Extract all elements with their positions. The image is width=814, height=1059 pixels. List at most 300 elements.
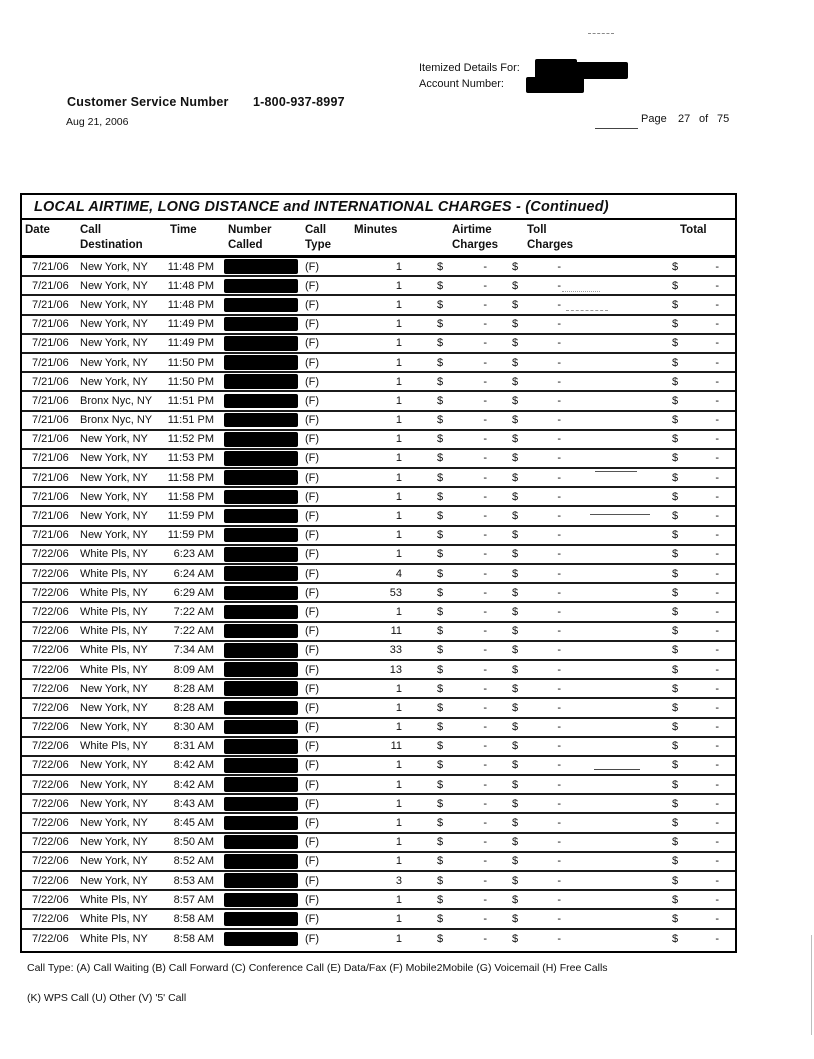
cell-minutes: 1 [395, 836, 402, 849]
table-row [22, 738, 735, 757]
total-value: - [715, 318, 719, 331]
redacted-phone-number [224, 470, 298, 485]
cell-number-called [218, 757, 302, 774]
cell-time: 8:50 AM [173, 836, 214, 849]
cell-time: 8:58 AM [173, 912, 214, 925]
cell-number-called [218, 642, 302, 659]
currency-symbol: $ [512, 855, 519, 868]
total-value: - [715, 893, 719, 906]
currency-symbol: $ [672, 375, 679, 388]
cell-destination: White Pls, NY [80, 586, 148, 599]
cell-number-called [218, 719, 302, 736]
cell-airtime-charges [402, 414, 492, 426]
currency-symbol: $ [437, 510, 444, 523]
toll-value: - [557, 701, 561, 714]
toll-value: - [557, 740, 561, 753]
cell-airtime-charges [402, 299, 492, 311]
page-label: Page [641, 113, 667, 125]
cell-toll-charges [492, 299, 568, 311]
itemized-details-label: Itemized Details For: [419, 62, 520, 74]
toll-value: - [557, 663, 561, 676]
cell-time: 11:48 PM [167, 260, 214, 273]
col-header-minutes: Minutes [354, 224, 398, 236]
toll-value: - [557, 855, 561, 868]
cell-date: 7/22/06 [32, 682, 69, 695]
table-row [22, 910, 735, 929]
table-row [22, 527, 735, 546]
total-value: - [715, 529, 719, 542]
cell-number-called [218, 469, 302, 486]
cell-number-called [218, 488, 302, 505]
airtime-value: - [483, 356, 487, 369]
currency-symbol: $ [437, 893, 444, 906]
cell-airtime-charges [402, 702, 492, 714]
redacted-phone-number [224, 528, 298, 543]
airtime-value: - [483, 260, 487, 273]
cell-call-type: (F) [305, 375, 320, 388]
cell-airtime-charges [402, 376, 492, 388]
cell-destination: Bronx Nyc, NY [80, 394, 153, 407]
cell-minutes: 1 [395, 701, 402, 714]
cell-call-type: (F) [305, 337, 320, 350]
total-value: - [715, 817, 719, 830]
cell-minutes: 1 [395, 548, 402, 561]
airtime-value: - [483, 778, 487, 791]
cell-call-type: (F) [305, 471, 320, 484]
cell-toll-charges [492, 855, 568, 867]
cell-call-type: (F) [305, 260, 320, 273]
currency-symbol: $ [437, 721, 444, 734]
cell-date: 7/22/06 [32, 701, 69, 714]
currency-symbol: $ [437, 414, 444, 427]
airtime-value: - [483, 510, 487, 523]
cell-total [665, 779, 734, 791]
cell-date: 7/22/06 [32, 721, 69, 734]
table-row [22, 546, 735, 565]
currency-symbol: $ [672, 337, 679, 350]
table-rows [22, 258, 735, 949]
redacted-phone-number [224, 912, 298, 927]
cell-call-type: (F) [305, 855, 320, 868]
cell-destination: New York, NY [80, 490, 148, 503]
cell-total [665, 395, 734, 407]
cell-date: 7/21/06 [32, 471, 69, 484]
toll-value: - [557, 912, 561, 925]
currency-symbol: $ [437, 778, 444, 791]
cell-date: 7/21/06 [32, 279, 69, 292]
table-row [22, 719, 735, 738]
cell-toll-charges [492, 433, 568, 445]
total-value: - [715, 759, 719, 772]
cell-time: 8:28 AM [173, 682, 214, 695]
customer-service-number: 1-800-937-8997 [253, 95, 345, 109]
cell-minutes: 33 [389, 644, 402, 657]
cell-airtime-charges [402, 280, 492, 292]
airtime-value: - [483, 471, 487, 484]
cell-toll-charges [492, 452, 568, 464]
currency-symbol: $ [437, 279, 444, 292]
table-row [22, 431, 735, 450]
charges-table [20, 193, 737, 953]
table-row [22, 412, 735, 431]
cell-destination: New York, NY [80, 701, 148, 714]
cell-airtime-charges [402, 855, 492, 867]
cell-airtime-charges [402, 587, 492, 599]
cell-total [665, 568, 734, 580]
currency-symbol: $ [512, 279, 519, 292]
customer-service-label: Customer Service Number [67, 95, 229, 109]
cell-number-called [218, 795, 302, 812]
cell-minutes: 1 [395, 682, 402, 695]
page-number: 27 [678, 113, 691, 125]
currency-symbol: $ [437, 605, 444, 618]
table-row [22, 335, 735, 354]
cell-destination: New York, NY [80, 433, 148, 446]
cell-toll-charges [492, 395, 568, 407]
cell-total [665, 855, 734, 867]
cell-total [665, 894, 734, 906]
currency-symbol: $ [512, 260, 519, 273]
cell-airtime-charges [402, 644, 492, 656]
col-header-airtime-charges: Airtime Charges [452, 224, 499, 252]
cell-call-type: (F) [305, 586, 320, 599]
airtime-value: - [483, 644, 487, 657]
redacted-phone-number [224, 451, 298, 466]
cell-total [665, 721, 734, 733]
total-value: - [715, 279, 719, 292]
cell-call-type: (F) [305, 414, 320, 427]
total-value: - [715, 778, 719, 791]
currency-symbol: $ [512, 490, 519, 503]
currency-symbol: $ [672, 318, 679, 331]
airtime-value: - [483, 740, 487, 753]
cell-toll-charges [492, 280, 568, 292]
table-row [22, 373, 735, 392]
cell-destination: New York, NY [80, 279, 148, 292]
total-value: - [715, 567, 719, 580]
cell-destination: New York, NY [80, 721, 148, 734]
redacted-phone-number [224, 394, 298, 409]
cell-total [665, 875, 734, 887]
cell-minutes: 13 [389, 663, 402, 676]
cell-date: 7/22/06 [32, 605, 69, 618]
currency-symbol: $ [437, 356, 444, 369]
cell-total [665, 606, 734, 618]
cell-date: 7/22/06 [32, 663, 69, 676]
airtime-value: - [483, 279, 487, 292]
cell-minutes: 1 [395, 414, 402, 427]
cell-total [665, 702, 734, 714]
total-pages: 75 [717, 113, 730, 125]
table-header-row [22, 220, 735, 258]
currency-symbol: $ [512, 356, 519, 369]
currency-symbol: $ [672, 778, 679, 791]
redacted-phone-number [224, 259, 298, 274]
col-header-total: Total [680, 224, 707, 236]
scan-artifact [811, 935, 812, 1035]
cell-date: 7/21/06 [32, 375, 69, 388]
cell-toll-charges [492, 548, 568, 560]
currency-symbol: $ [512, 644, 519, 657]
cell-date: 7/21/06 [32, 414, 69, 427]
table-row [22, 316, 735, 335]
cell-minutes: 1 [395, 893, 402, 906]
table-row [22, 776, 735, 795]
airtime-value: - [483, 548, 487, 561]
currency-symbol: $ [512, 701, 519, 714]
toll-value: - [557, 586, 561, 599]
col-header-call-type: Call Type [305, 224, 331, 252]
currency-symbol: $ [672, 433, 679, 446]
cell-airtime-charges [402, 357, 492, 369]
cell-airtime-charges [402, 510, 492, 522]
currency-symbol: $ [437, 817, 444, 830]
redacted-phone-number [224, 432, 298, 447]
airtime-value: - [483, 529, 487, 542]
cell-toll-charges [492, 625, 568, 637]
currency-symbol: $ [512, 759, 519, 772]
cell-destination: New York, NY [80, 797, 148, 810]
cell-toll-charges [492, 337, 568, 349]
cell-minutes: 1 [395, 817, 402, 830]
currency-symbol: $ [672, 625, 679, 638]
currency-symbol: $ [672, 471, 679, 484]
cell-time: 8:45 AM [173, 817, 214, 830]
redacted-phone-number [224, 490, 298, 505]
cell-time: 11:49 PM [167, 337, 214, 350]
currency-symbol: $ [512, 721, 519, 734]
total-value: - [715, 740, 719, 753]
redacted-phone-number [224, 413, 298, 428]
currency-symbol: $ [437, 701, 444, 714]
cell-call-type: (F) [305, 356, 320, 369]
cell-number-called [218, 277, 302, 294]
cell-time: 6:24 AM [173, 567, 214, 580]
cell-number-called [218, 316, 302, 333]
cell-total [665, 261, 734, 273]
cell-call-type: (F) [305, 663, 320, 676]
cell-call-type: (F) [305, 490, 320, 503]
cell-toll-charges [492, 721, 568, 733]
cell-call-type: (F) [305, 682, 320, 695]
airtime-value: - [483, 567, 487, 580]
toll-value: - [557, 836, 561, 849]
cell-destination: New York, NY [80, 817, 148, 830]
cell-minutes: 1 [395, 912, 402, 925]
redacted-phone-number [224, 893, 298, 908]
currency-symbol: $ [437, 318, 444, 331]
cell-airtime-charges [402, 395, 492, 407]
call-type-legend-line2: (K) WPS Call (U) Other (V) '5' Call [27, 992, 187, 1004]
currency-symbol: $ [672, 510, 679, 523]
cell-number-called [218, 565, 302, 582]
redacted-phone-number [224, 509, 298, 524]
cell-minutes: 1 [395, 452, 402, 465]
currency-symbol: $ [672, 663, 679, 676]
toll-value: - [557, 318, 561, 331]
total-value: - [715, 663, 719, 676]
cell-destination: Bronx Nyc, NY [80, 414, 153, 427]
statement-date: Aug 21, 2006 [66, 116, 129, 128]
airtime-value: - [483, 817, 487, 830]
cell-total [665, 318, 734, 330]
cell-call-type: (F) [305, 797, 320, 810]
toll-value: - [557, 337, 561, 350]
currency-symbol: $ [512, 778, 519, 791]
cell-time: 11:58 PM [167, 471, 214, 484]
cell-destination: New York, NY [80, 510, 148, 523]
currency-symbol: $ [672, 490, 679, 503]
col-header-destination: Call Destination [80, 224, 143, 252]
cell-date: 7/22/06 [32, 836, 69, 849]
currency-symbol: $ [512, 318, 519, 331]
currency-symbol: $ [672, 452, 679, 465]
cell-number-called [218, 661, 302, 678]
total-value: - [715, 490, 719, 503]
cell-call-type: (F) [305, 893, 320, 906]
cell-destination: White Pls, NY [80, 893, 148, 906]
table-row [22, 296, 735, 315]
col-header-date: Date [25, 224, 50, 236]
cell-number-called [218, 412, 302, 429]
table-row [22, 450, 735, 469]
toll-value: - [557, 874, 561, 887]
currency-symbol: $ [672, 874, 679, 887]
cell-minutes: 11 [390, 740, 402, 753]
currency-symbol: $ [512, 414, 519, 427]
currency-symbol: $ [512, 893, 519, 906]
cell-minutes: 1 [395, 279, 402, 292]
cell-number-called [218, 699, 302, 716]
cell-total [665, 664, 734, 676]
toll-value: - [557, 759, 561, 772]
cell-number-called [218, 603, 302, 620]
total-value: - [715, 721, 719, 734]
redacted-phone-number [224, 336, 298, 351]
cell-date: 7/22/06 [32, 586, 69, 599]
total-value: - [715, 605, 719, 618]
cell-toll-charges [492, 587, 568, 599]
airtime-value: - [483, 490, 487, 503]
airtime-value: - [483, 721, 487, 734]
cell-minutes: 1 [395, 605, 402, 618]
cell-minutes: 53 [389, 586, 402, 599]
total-value: - [715, 337, 719, 350]
scan-artifact [562, 291, 600, 292]
total-value: - [715, 260, 719, 273]
cell-total [665, 798, 734, 810]
currency-symbol: $ [437, 337, 444, 350]
currency-symbol: $ [672, 855, 679, 868]
total-value: - [715, 874, 719, 887]
cell-number-called [218, 392, 302, 409]
toll-value: - [557, 260, 561, 273]
cell-minutes: 1 [395, 356, 402, 369]
cell-total [665, 299, 734, 311]
airtime-value: - [483, 912, 487, 925]
cell-call-type: (F) [305, 529, 320, 542]
cell-airtime-charges [402, 606, 492, 618]
table-row [22, 354, 735, 373]
total-value: - [715, 298, 719, 311]
currency-symbol: $ [512, 471, 519, 484]
cell-time: 8:31 AM [173, 740, 214, 753]
cell-call-type: (F) [305, 933, 320, 946]
cell-destination: New York, NY [80, 260, 148, 273]
table-row [22, 757, 735, 776]
total-value: - [715, 586, 719, 599]
cell-time: 11:52 PM [167, 433, 214, 446]
cell-airtime-charges [402, 529, 492, 541]
total-value: - [715, 933, 719, 946]
cell-toll-charges [492, 376, 568, 388]
toll-value: - [557, 644, 561, 657]
toll-value: - [557, 356, 561, 369]
cell-call-type: (F) [305, 701, 320, 714]
currency-symbol: $ [672, 605, 679, 618]
cell-call-type: (F) [305, 452, 320, 465]
toll-value: - [557, 625, 561, 638]
total-value: - [715, 912, 719, 925]
toll-value: - [557, 375, 561, 388]
cell-minutes: 1 [395, 337, 402, 350]
total-value: - [715, 644, 719, 657]
currency-symbol: $ [672, 817, 679, 830]
cell-time: 8:30 AM [173, 721, 214, 734]
cell-airtime-charges [402, 337, 492, 349]
airtime-value: - [483, 337, 487, 350]
scan-artifact [590, 514, 650, 515]
cell-time: 11:59 PM [167, 510, 214, 523]
cell-number-called [218, 354, 302, 371]
currency-symbol: $ [512, 394, 519, 407]
table-row [22, 507, 735, 526]
toll-value: - [557, 529, 561, 542]
cell-time: 8:43 AM [173, 797, 214, 810]
cell-time: 8:58 AM [173, 933, 214, 946]
currency-symbol: $ [672, 933, 679, 946]
redacted-phone-number [224, 279, 298, 294]
cell-airtime-charges [402, 664, 492, 676]
cell-minutes: 4 [395, 567, 402, 580]
cell-total [665, 817, 734, 829]
cell-time: 11:51 PM [167, 394, 214, 407]
cell-time: 8:42 AM [173, 759, 214, 772]
redacted-phone-number [224, 777, 298, 792]
redacted-customer-name [535, 59, 577, 79]
toll-value: - [557, 682, 561, 695]
cell-number-called [218, 507, 302, 524]
cell-destination: New York, NY [80, 682, 148, 695]
scan-artifact [594, 769, 640, 770]
cell-minutes: 1 [395, 471, 402, 484]
airtime-value: - [483, 394, 487, 407]
cell-number-called [218, 431, 302, 448]
currency-symbol: $ [512, 433, 519, 446]
cell-minutes: 3 [395, 874, 402, 887]
cell-number-called [218, 450, 302, 467]
cell-total [665, 357, 734, 369]
cell-destination: New York, NY [80, 298, 148, 311]
cell-total [665, 740, 734, 752]
currency-symbol: $ [672, 740, 679, 753]
total-value: - [715, 471, 719, 484]
cell-time: 7:22 AM [173, 625, 214, 638]
cell-time: 8:52 AM [173, 855, 214, 868]
currency-symbol: $ [512, 797, 519, 810]
currency-symbol: $ [437, 433, 444, 446]
cell-destination: White Pls, NY [80, 663, 148, 676]
